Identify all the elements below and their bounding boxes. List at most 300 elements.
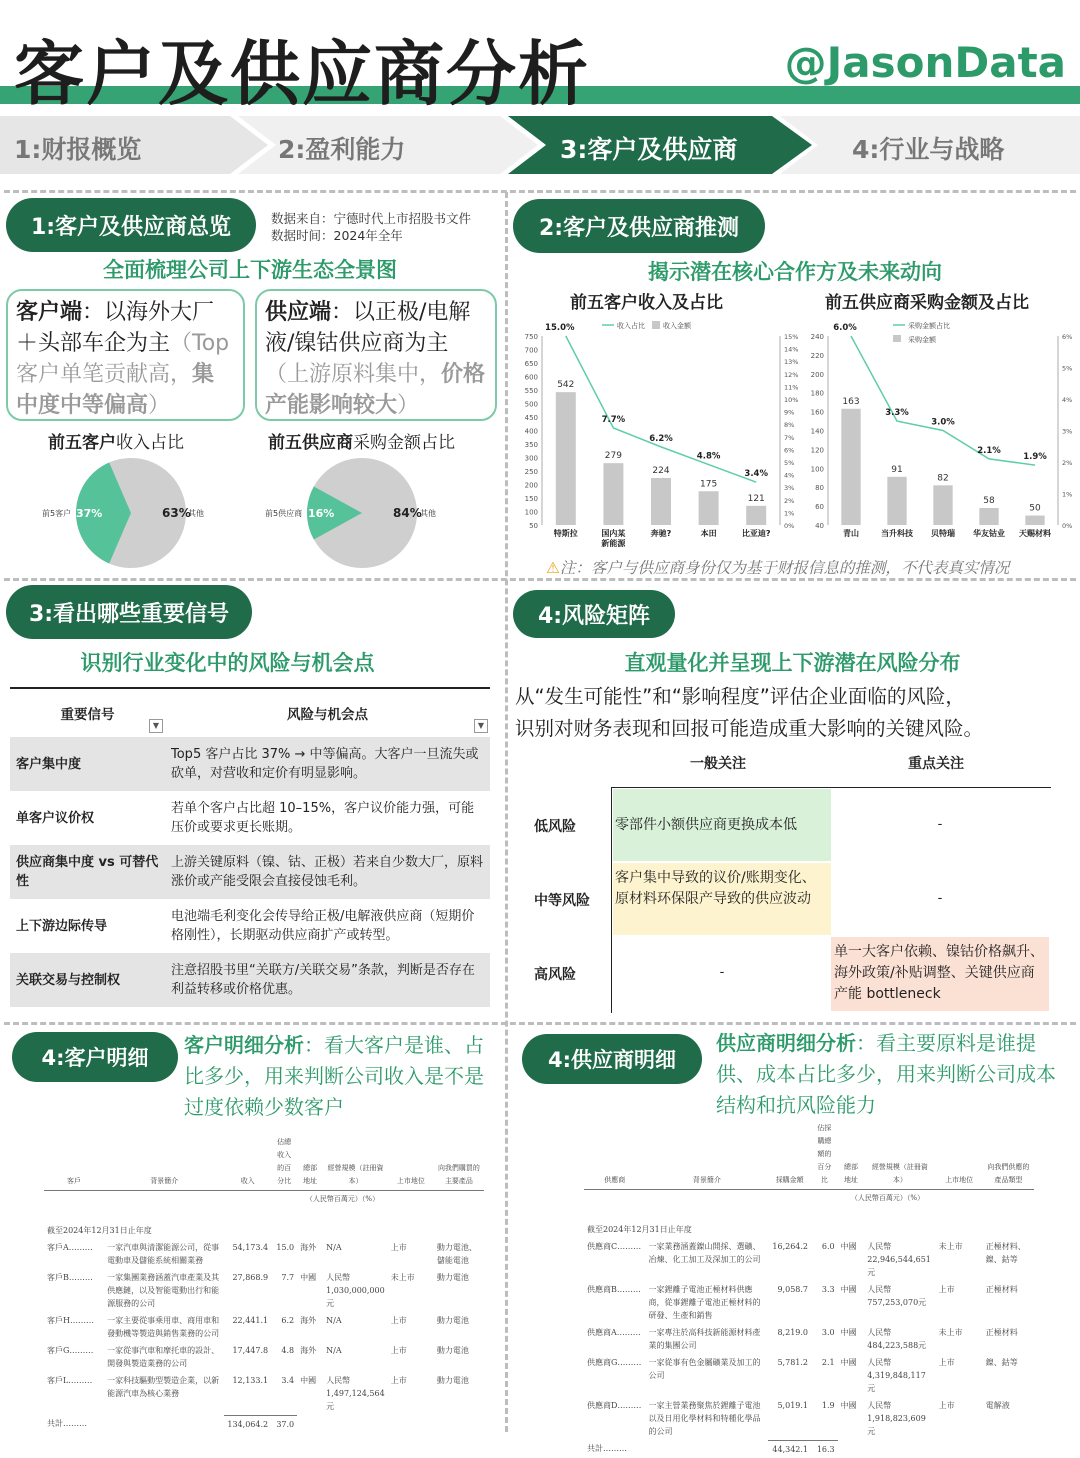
- cell-prod: 動力電池、儲能電池: [436, 1243, 477, 1265]
- supplier-table-wrap: [584, 1120, 1034, 1454]
- y2-tick-label: 0%: [784, 522, 795, 530]
- title-rest: ：看主要原料是谁提供、成本占比多少，用来判断公司成本结构和抗风险能力: [716, 1031, 1056, 1117]
- cell-desc: 一家業務涵蓋鎳山開採、選礦、冶煉、化工加工及深加工的公司: [648, 1242, 761, 1264]
- y2-tick-label: 8%: [784, 421, 795, 430]
- cell-name: 客戶G………: [47, 1346, 94, 1355]
- cell-cap: N/A: [326, 1243, 342, 1252]
- customer-table-wrap: [44, 1134, 484, 1430]
- y-tick-label: 180: [810, 389, 824, 398]
- cell-prod: 動力電池: [436, 1316, 469, 1325]
- y-tick-label: 500: [524, 400, 538, 409]
- x-tick-label: 当升科技: [881, 529, 913, 538]
- cell-list: 上市: [938, 1358, 955, 1367]
- table-row: [584, 1354, 1034, 1397]
- cell-pct: 2.1: [821, 1358, 835, 1367]
- line-label: 1.9%: [1023, 452, 1047, 463]
- cell-cap: 人民幣 1,918,823,609元: [867, 1401, 926, 1436]
- cell-cap: N/A: [326, 1346, 342, 1355]
- y-tick-label: 300: [524, 454, 538, 463]
- cell-amt: 8,219.0: [777, 1328, 809, 1337]
- col-header: 客戶: [44, 1134, 104, 1191]
- x-tick-label: 青山: [843, 529, 859, 538]
- cell-hq: 中國: [840, 1285, 857, 1294]
- signals-table: [10, 687, 490, 1007]
- box-keyword: 客户端: [16, 300, 83, 325]
- table-row: [584, 1281, 1034, 1324]
- signal-name: 上下游边际传导: [16, 918, 108, 934]
- y2-tick-label: 4%: [784, 471, 795, 480]
- bar-label: 542: [557, 380, 575, 391]
- y2-tick-label: 4%: [1062, 396, 1073, 404]
- bar: [603, 463, 623, 525]
- legend-label: 采购金额: [908, 336, 936, 344]
- cell-list: 上市: [390, 1346, 407, 1355]
- matrix-col-general: 一般关注: [690, 756, 746, 772]
- matrix-left-rule: [611, 787, 612, 1013]
- cell-prod: 動力電池: [436, 1346, 469, 1355]
- signals-header: [10, 689, 490, 737]
- cell-cap: 人民幣 22,946,544,651元: [867, 1242, 931, 1277]
- nav-label-2: 2:盈利能力: [278, 135, 406, 164]
- brand-handle: @JasonData: [784, 38, 1066, 87]
- cell-hq: 海外: [300, 1346, 317, 1355]
- y-tick-label: 100: [810, 465, 824, 474]
- title-bold: 客户明细分析: [184, 1033, 304, 1057]
- section-pill-risk-matrix: 4:风险矩阵: [513, 590, 675, 638]
- units-row: [44, 1191, 484, 1209]
- signal-detail: 上游关键原料（镍、钴、正极）若来自少数大厂，原料涨价或产能受限会直接侵蚀毛利。: [165, 845, 490, 899]
- nav-label-4: 4:行业与战略: [852, 135, 1005, 164]
- bar: [746, 506, 766, 525]
- supplier-summary-box: [255, 289, 497, 421]
- cell-desc: 一家主要從事乘用車、商用車和發動機等製造與銷售業務的公司: [107, 1316, 220, 1338]
- line-label: 15.0%: [545, 323, 575, 333]
- total-empty: [104, 1415, 224, 1433]
- cell-name: 供應商B………: [587, 1285, 641, 1294]
- cell-prod: 正極材料、鎳、鈷等: [985, 1242, 1026, 1264]
- bar-label: 279: [604, 451, 622, 462]
- signal-detail: 若单个客户占比超 10–15%，客户议价能力强，可能压价或要求更长账期。: [171, 801, 475, 835]
- y-tick-label: 400: [524, 427, 538, 436]
- y2-tick-label: 5%: [1062, 364, 1073, 373]
- cell-desc: 一家鋰離子電池正極材料供應商，從事鋰離子電池正極材料的研發、生產和銷售: [648, 1285, 761, 1320]
- cell-name: 客戶L………: [47, 1376, 93, 1385]
- risk-description: [515, 681, 983, 745]
- cell-desc: 一家科技驅動型製造企業，以新能源汽車為核心業務: [107, 1376, 220, 1398]
- customer-table: [44, 1134, 484, 1433]
- signal-name: 关联交易与控制权: [10, 953, 165, 1007]
- pie-title-rest: 采购金额占比: [353, 433, 455, 453]
- cell-hq: 中國: [840, 1358, 857, 1367]
- bar: [887, 477, 906, 525]
- cell-pct: 6.0: [821, 1242, 835, 1251]
- customer-detail-title: [184, 1030, 496, 1123]
- y2-tick-label: 12%: [784, 370, 799, 379]
- table-row: [10, 845, 490, 899]
- line-label: 3.0%: [931, 417, 955, 428]
- y-tick-label: 50: [529, 522, 538, 530]
- y2-tick-label: 6%: [784, 446, 795, 455]
- cell-desc: 一家集團業務涵蓋汽車產業及其供應鏈，以及智能電動出行和能源服務的公司: [107, 1273, 220, 1308]
- cell-amt: 9,058.7: [777, 1285, 809, 1294]
- cell-prod: 動力電池: [436, 1273, 469, 1282]
- cell-desc: 一家從事有色金屬礦業及加工的公司: [648, 1358, 761, 1380]
- table-row: [584, 1397, 1034, 1440]
- divider: [4, 1022, 1076, 1025]
- y-tick-label: 650: [524, 360, 538, 368]
- total-empty: [983, 1440, 1034, 1458]
- cell-amt: 5,781.2: [777, 1358, 809, 1367]
- bar: [841, 409, 860, 525]
- pie-title-bold: 前五供应商: [268, 433, 353, 453]
- section-pill-customer-detail: 4:客户明细: [12, 1032, 178, 1082]
- matrix-cell-high-general: -: [719, 965, 725, 980]
- cell-cap: N/A: [326, 1316, 342, 1325]
- matrix-row-high: 高风险: [534, 967, 576, 983]
- warning-icon: ⚠: [546, 559, 560, 577]
- x-tick-label: 特斯拉: [553, 529, 578, 538]
- y-tick-label: 150: [524, 495, 538, 503]
- period-label: 截至2024年12月31日止年度: [47, 1226, 152, 1235]
- cell-desc: 一家汽車與清潔能源公司，從事電動車及儲能系統相關業務: [107, 1243, 220, 1265]
- cell-list: 上市: [390, 1243, 407, 1252]
- cell-prod: 電解液: [985, 1401, 1010, 1410]
- table-row: [584, 1238, 1034, 1281]
- total-pct: 16.3: [811, 1440, 838, 1458]
- y2-tick-label: 9%: [784, 408, 795, 417]
- box-note-bold: 集中度中等偏高: [16, 362, 215, 418]
- pie-charts: [0, 452, 500, 574]
- bar: [651, 478, 671, 525]
- total-empty: [838, 1440, 865, 1458]
- supplier-table: [584, 1120, 1034, 1458]
- y2-tick-label: 6%: [1062, 333, 1073, 341]
- table-row: [44, 1269, 484, 1312]
- cell-hq: 海外: [300, 1243, 317, 1252]
- pie-title-customers: [48, 428, 184, 453]
- divider: [4, 190, 1076, 193]
- bar: [1025, 516, 1044, 525]
- box-note-end: ）: [397, 393, 420, 418]
- y-tick-label: 350: [524, 441, 538, 449]
- matrix-row-low: 低风险: [534, 819, 576, 835]
- col-header: 經營規模（註冊資本）: [323, 1134, 388, 1191]
- cell-prod: 正極材料: [985, 1328, 1018, 1337]
- period-row: [584, 1207, 1034, 1238]
- period-label: 截至2024年12月31日止年度: [587, 1225, 692, 1234]
- y-tick-label: 140: [810, 427, 824, 436]
- bar: [933, 485, 952, 525]
- pie-title-rest: 收入占比: [116, 433, 184, 453]
- y-tick-label: 750: [524, 333, 538, 341]
- table-header-row: [584, 1120, 1034, 1190]
- col-header: 收入: [224, 1134, 271, 1191]
- pie-title-bold: 前五客户: [48, 433, 116, 453]
- section-pill-signals: 3:看出哪些重要信号: [6, 585, 252, 639]
- signal-name: 供应商集中度 vs 可替代性: [10, 845, 165, 899]
- pie1-right-label: 其他: [188, 509, 204, 518]
- y2-tick-label: 1%: [784, 509, 795, 518]
- table-row: [10, 791, 490, 845]
- cell-list: 上市: [390, 1316, 407, 1325]
- table-header-row: [44, 1134, 484, 1191]
- matrix-cell-high-key: 单一大客户依赖、镍钴价格飙升、海外政策/补贴调整、关键供应商产能 bottleneck: [831, 937, 1049, 1011]
- col-header-signal: 重要信号: [60, 707, 115, 723]
- cell-amt: 12,133.1: [232, 1376, 269, 1385]
- bar-label: 50: [1029, 503, 1041, 514]
- cell-cap: 人民幣 4,319,848,117元: [867, 1358, 926, 1393]
- x-tick-label: 比亚迪?: [741, 529, 771, 538]
- divider-vertical: [505, 192, 508, 1432]
- total-empty: [645, 1440, 768, 1458]
- cell-pct: 3.4: [281, 1376, 295, 1385]
- y-tick-label: 60: [815, 503, 824, 512]
- box-note: （Top 客户单笔贡献高，: [16, 331, 230, 387]
- bar-label: 91: [891, 464, 903, 475]
- cell-hq: 中國: [300, 1273, 317, 1282]
- cell-pct: 6.2: [281, 1316, 295, 1325]
- y2-tick-label: 3%: [784, 484, 795, 493]
- line-label: 6.2%: [649, 433, 673, 444]
- divider: [4, 578, 1076, 581]
- bar-label: 58: [983, 495, 995, 506]
- signals-body: [10, 737, 490, 1007]
- pie1-left-label: 前5客户: [42, 509, 72, 518]
- cell-amt: 5,019.1: [777, 1401, 809, 1410]
- cell-desc: 一家主營業務聚焦於鋰離子電池以及日用化學材料和特種化學品的公司: [648, 1401, 761, 1436]
- signal-detail: 注意招股书里“关联方/关联交易”条款，判断是否存在利益转移或价格优惠。: [165, 953, 490, 1007]
- x-tick-label: 国内某新能源: [601, 529, 626, 548]
- matrix-cell-mid-key: -: [937, 891, 943, 906]
- section-subtitle: 全面梳理公司上下游生态全景图: [103, 258, 397, 282]
- x-tick-label: 奔驰?: [650, 529, 672, 538]
- risk-desc-line: 从“发生可能性”和“影响程度”评估企业面临的风险，: [515, 685, 965, 708]
- y2-tick-label: 0%: [1062, 522, 1073, 530]
- nav-label-3: 3:客户及供应商: [560, 135, 738, 164]
- units-row: [584, 1190, 1034, 1208]
- col-header: 總部地址: [838, 1120, 865, 1190]
- cell-prod: 鎳、鈷等: [985, 1358, 1018, 1367]
- cell-hq: 中國: [840, 1328, 857, 1337]
- col-header: 向我們供應的產品類型: [983, 1120, 1034, 1190]
- cell-cap: 人民幣 484,223,588元: [867, 1328, 927, 1350]
- section-subtitle: 识别行业变化中的风险与机会点: [80, 651, 375, 675]
- cell-name: 供應商D………: [587, 1401, 642, 1410]
- box-note: （上游原料集中，: [265, 362, 442, 387]
- bar-label: 175: [700, 479, 718, 490]
- chart-title: 前五客户收入及占比: [570, 293, 723, 313]
- pie2-left-pct: 16%: [308, 507, 335, 520]
- nav-label-1: 1:财报概览: [14, 135, 142, 164]
- y-tick-label: 200: [810, 370, 824, 379]
- total-empty: [864, 1440, 935, 1458]
- pie1-left-pct: 37%: [76, 507, 103, 520]
- period-row: [44, 1208, 484, 1239]
- y2-tick-label: 15%: [784, 333, 799, 341]
- y-tick-label: 160: [810, 408, 824, 417]
- legend-label: 收入占比: [617, 322, 645, 330]
- section-subtitle: 直观量化并呈现上下游潜在风险分布: [624, 651, 961, 675]
- section-subtitle: 揭示潜在核心合作方及未来动向: [648, 260, 942, 284]
- signal-detail: 电池端毛利变化会传导给正极/电解液供应商（短期价格刚性），长期驱动供应商扩产或转型。: [171, 909, 475, 943]
- pie2-left-label: 前5供应商: [265, 509, 303, 518]
- cell-cap: 人民幣 1,030,000,000元: [326, 1273, 385, 1308]
- table-row: [44, 1372, 484, 1415]
- matrix-col-key: 重点关注: [908, 756, 964, 772]
- signal-detail: Top5 客户占比 37% → 中等偏高。大客户一旦流失或砍单，对营收和定价有明显影响。: [165, 737, 490, 791]
- bar: [556, 392, 576, 525]
- filter-dropdown-icon[interactable]: ▼: [474, 719, 488, 733]
- legend-bar-swatch: [893, 335, 901, 342]
- y-tick-label: 40: [815, 522, 824, 530]
- y-tick-label: 240: [810, 333, 824, 341]
- cell-name: 客戶H………: [47, 1316, 94, 1325]
- y2-tick-label: 5%: [784, 459, 795, 467]
- box-note-end: ）: [148, 393, 171, 418]
- col-header: 背景簡介: [104, 1134, 224, 1191]
- total-empty: [936, 1440, 983, 1458]
- y2-tick-label: 7%: [784, 433, 795, 442]
- date-line: 数据时间：2024年全年: [271, 228, 403, 243]
- legend-label: 收入金额: [663, 322, 691, 330]
- box-text: ：以海外大厂＋头部车企为主: [16, 300, 215, 356]
- table-row: [584, 1324, 1034, 1354]
- bar-label: 82: [937, 473, 949, 484]
- cell-pct: 4.8: [281, 1346, 295, 1355]
- bar-line-charts: [510, 288, 1080, 554]
- table-row: [10, 953, 490, 1007]
- cell-amt: 54,173.4: [232, 1243, 269, 1252]
- table-row: [44, 1239, 484, 1269]
- cell-amt: 22,441.1: [232, 1316, 269, 1325]
- cell-amt: 17,447.8: [232, 1346, 269, 1355]
- y-tick-label: 450: [524, 414, 538, 422]
- cell-pct: 15.0: [276, 1243, 295, 1252]
- y2-tick-label: 3%: [1062, 427, 1073, 436]
- matrix-top-rule: [611, 787, 1051, 788]
- matrix-cell-low-key: -: [937, 817, 943, 832]
- x-tick-label: 天赐材料: [1019, 529, 1051, 538]
- line-label: 3.3%: [885, 408, 909, 419]
- pie2-right-pct: 84%: [393, 506, 422, 520]
- legend-bar-swatch: [652, 321, 660, 329]
- cell-pct: 3.3: [821, 1285, 835, 1294]
- line-label: 7.7%: [601, 414, 626, 425]
- y2-tick-label: 10%: [784, 396, 799, 404]
- y-tick-label: 80: [815, 484, 824, 493]
- y2-tick-label: 14%: [784, 345, 799, 354]
- col-header: 經營規模（註冊資本）: [864, 1120, 935, 1190]
- cell-prod: 動力電池: [436, 1376, 469, 1385]
- cell-pct: 7.7: [281, 1273, 295, 1282]
- total-empty: [297, 1415, 323, 1433]
- col-header: 背景簡介: [645, 1120, 768, 1190]
- col-header: 佔採購總額的百分比: [811, 1120, 838, 1190]
- section-pill-supplier-detail: 4:供应商明细: [522, 1034, 702, 1084]
- cell-list: 上市: [390, 1376, 407, 1385]
- cell-amt: 16,264.2: [772, 1242, 809, 1251]
- cell-list: 上市: [938, 1285, 955, 1294]
- customer-summary-box: [6, 289, 245, 421]
- y2-tick-label: 13%: [784, 358, 799, 367]
- cell-name: 客戶B………: [47, 1273, 93, 1282]
- cell-cap: 人民幣 757,253,070元: [867, 1285, 927, 1307]
- total-row: [584, 1440, 1034, 1458]
- y2-tick-label: 2%: [1062, 459, 1073, 467]
- cell-name: 客戶A………: [47, 1243, 93, 1252]
- source-note: [271, 210, 471, 244]
- cell-cap: 人民幣 1,497,124,564元: [326, 1376, 385, 1411]
- x-tick-label: 本田: [700, 529, 717, 538]
- y-tick-label: 120: [810, 446, 824, 455]
- cell-amt: 27,868.9: [232, 1273, 269, 1282]
- total-name: 共計………: [587, 1444, 627, 1453]
- cell-list: 未上市: [938, 1328, 963, 1337]
- cell-pct: 3.0: [821, 1328, 835, 1337]
- disclaimer: [546, 556, 1009, 578]
- box-text: ：以正极/电解液/镍钴供应商为主: [265, 300, 471, 356]
- cell-hq: 中國: [300, 1376, 317, 1385]
- line-label: 2.1%: [977, 445, 1001, 456]
- cell-hq: 中國: [840, 1401, 857, 1410]
- risk-desc-line: 识别对财务表现和回报可能造成重大影响的关键风险。: [515, 717, 984, 740]
- total-pct: 37.0: [271, 1415, 297, 1433]
- matrix-row-mid: 中等风险: [534, 893, 590, 909]
- cell-name: 供應商C………: [587, 1242, 642, 1251]
- y-tick-label: 550: [524, 387, 538, 395]
- matrix-cell-low-general: 零部件小额供应商更换成本低: [613, 789, 831, 861]
- total-empty: [434, 1415, 484, 1433]
- bar: [699, 491, 719, 525]
- total-row: [44, 1415, 484, 1433]
- pie1-right-pct: 63%: [162, 506, 191, 520]
- table-row: [10, 737, 490, 791]
- y-tick-label: 200: [524, 481, 538, 490]
- cell-list: 上市: [938, 1401, 955, 1410]
- table-row: [10, 899, 490, 953]
- cell-desc: 一家從事汽車和摩托車的設計、開發與製造業務的公司: [107, 1346, 220, 1368]
- pie2-right-label: 其他: [420, 509, 436, 518]
- filter-dropdown-icon[interactable]: ▼: [149, 719, 163, 733]
- line-label: 6.0%: [833, 323, 857, 333]
- y-tick-label: 100: [524, 508, 538, 517]
- line-label: 3.4%: [744, 469, 768, 480]
- cell-list: 未上市: [938, 1242, 963, 1251]
- title-rest: ：看大客户是谁、占比多少，用来判断公司收入是不是过度依赖少数客户: [184, 1033, 484, 1119]
- x-tick-label: 贝特瑞: [931, 529, 955, 538]
- table-row: [44, 1342, 484, 1372]
- y-tick-label: 250: [524, 468, 538, 476]
- legend-label: 采购金额占比: [908, 322, 950, 330]
- bar-label: 224: [652, 466, 670, 477]
- cell-list: 未上市: [390, 1273, 415, 1282]
- x-tick-label: 华友钴业: [973, 529, 1005, 538]
- total-empty: [323, 1415, 388, 1433]
- page-title: 客户及供应商分析: [14, 33, 590, 115]
- section-pill-inference: 2:客户及供应商推测: [513, 199, 765, 253]
- col-header: 佔總收入的百分比: [271, 1134, 297, 1191]
- col-header-risk: 风险与机会点: [287, 707, 368, 723]
- cell-pct: 1.9: [821, 1401, 835, 1410]
- y-tick-label: 600: [524, 373, 538, 382]
- cell-name: 供應商A………: [587, 1328, 641, 1337]
- table-row: [44, 1312, 484, 1342]
- col-header: 供應商: [584, 1120, 645, 1190]
- title-bold: 供应商明细分析: [716, 1031, 856, 1055]
- line-label: 4.8%: [696, 451, 721, 462]
- section-pill-overview: 1:客户及供应商总览: [6, 198, 256, 252]
- cell-hq: 海外: [300, 1316, 317, 1325]
